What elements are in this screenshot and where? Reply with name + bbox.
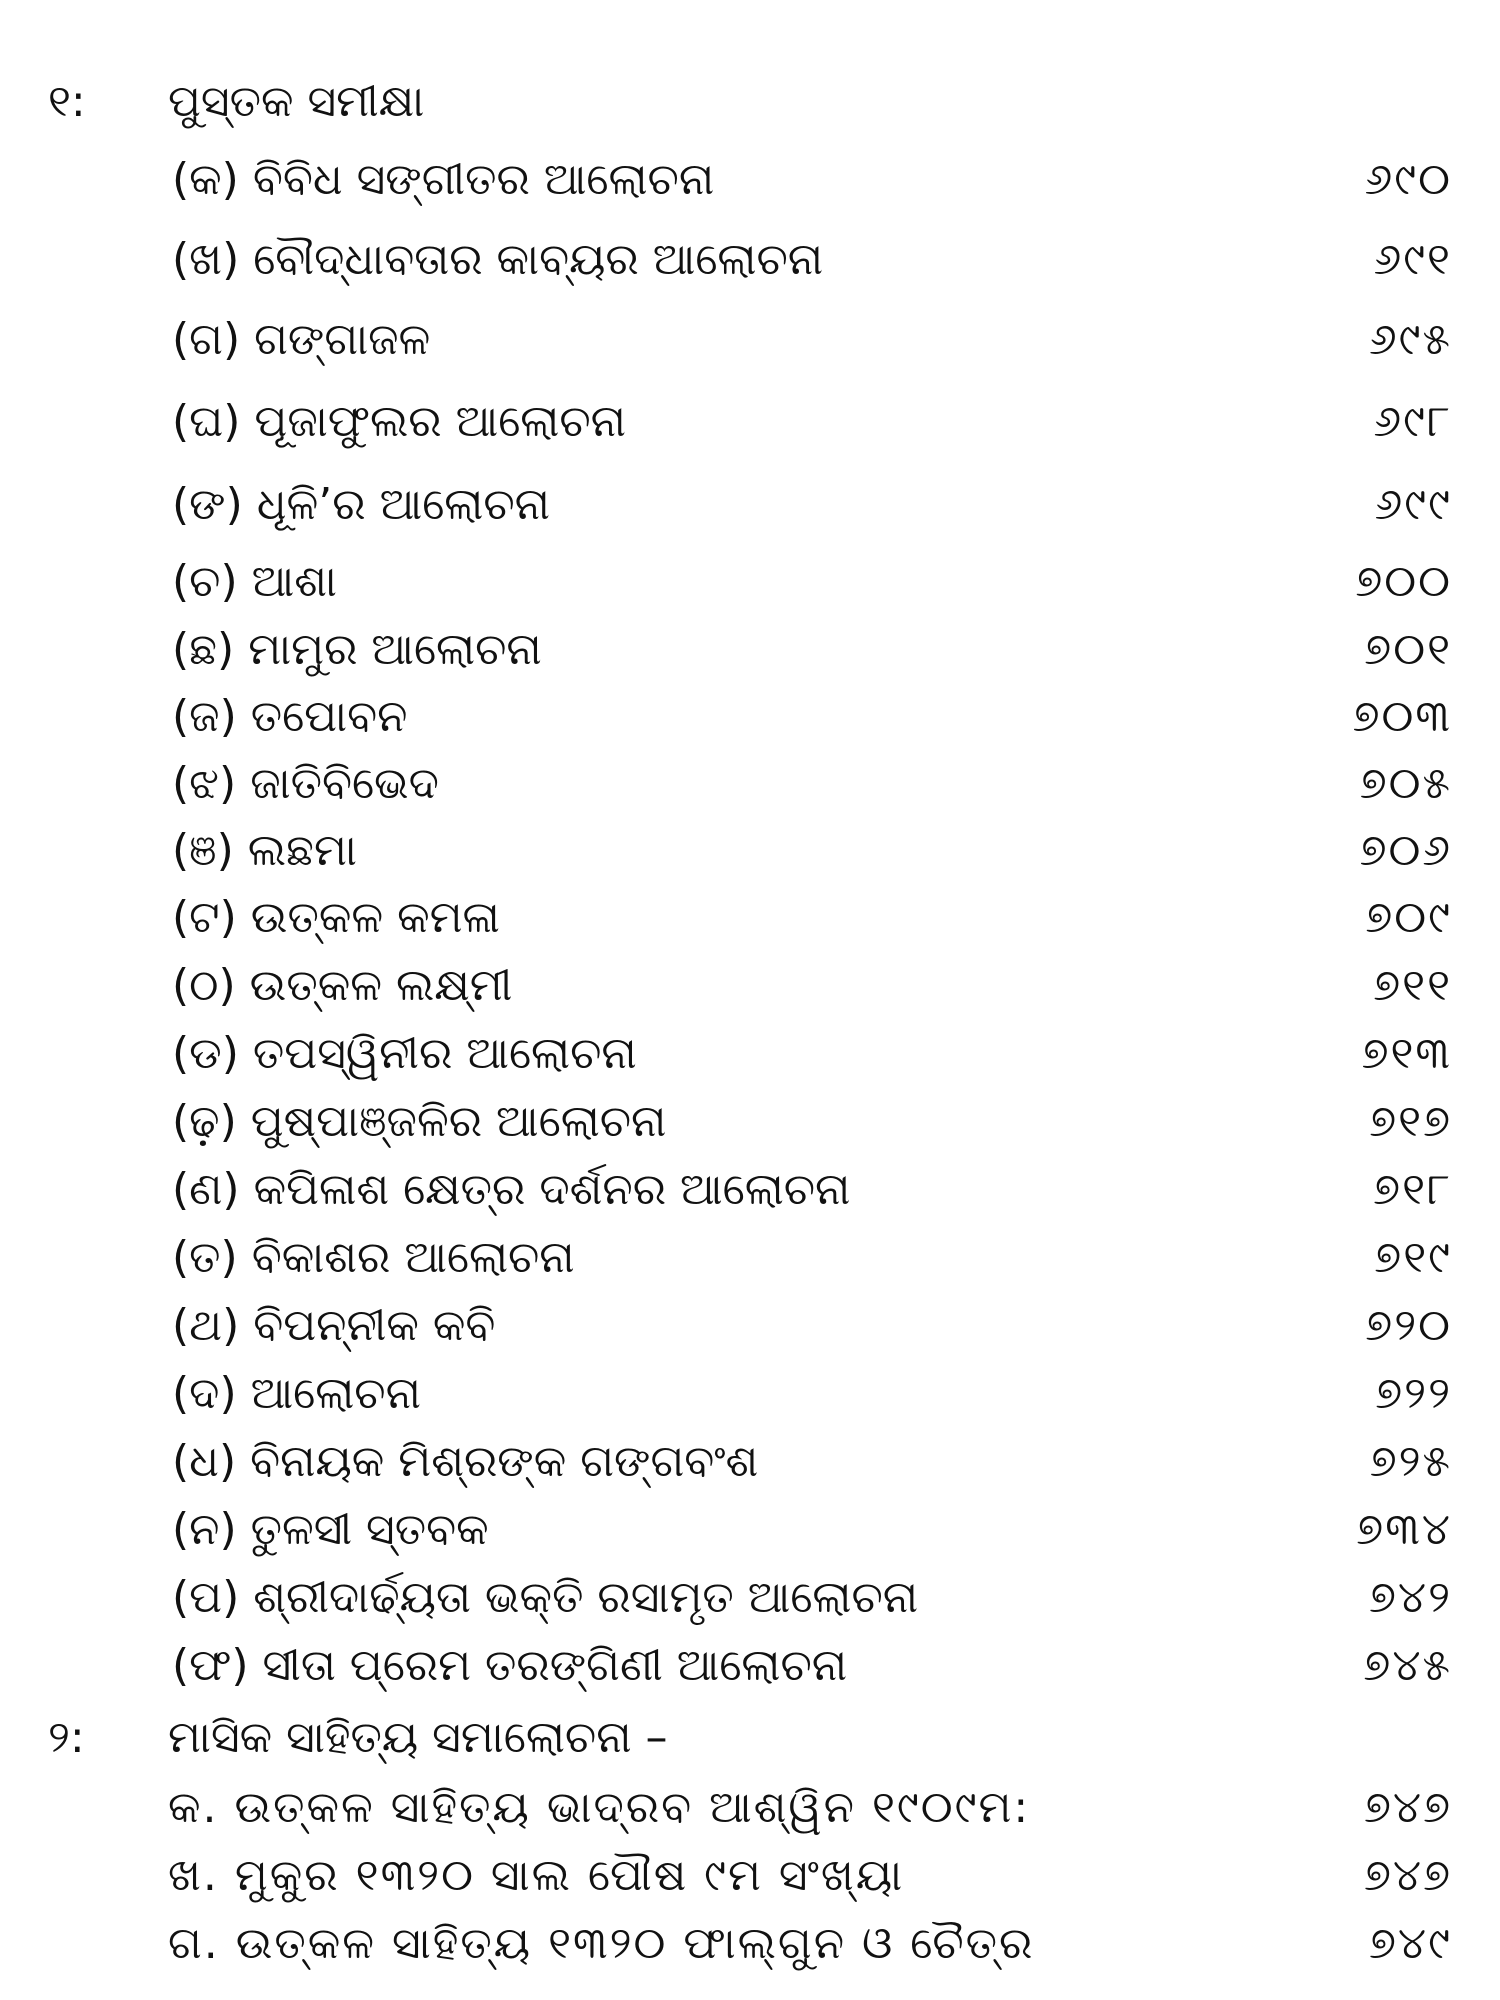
section-number: ୨: [48,1712,85,1763]
entry-title: ଖ. ମୁକୁର ୧୩୨୦ ସାଲ ପୌଷ ୯ମ ସଂଖ୍ୟା [168,1850,905,1901]
toc-entry [0,687,1500,747]
page-number: ୭୦୦ [1355,556,1452,607]
page-number: ୭୨୫ [1369,1436,1452,1487]
entry-title: (ଘ) ପୂଜାଫୁଲର ଆଲୋଚନା [172,396,626,447]
entry-title: (ଝ) ଜାତିବିଭେଦ [172,758,439,809]
entry-title: (ଡ) ତପସ୍ୱିନୀର ଆଲୋଚନା [172,1028,637,1079]
toc-entry [0,1568,1500,1628]
section-title: ପୁସ୍ତକ ସମୀକ୍ଷା [168,76,425,127]
entry-title: (ତ) ବିକାଶର ଆଲୋଚନା [172,1232,575,1283]
toc-entry [0,230,1500,290]
toc-entry [0,392,1500,452]
entry-title: (ପ) ଶ୍ରୀଦାର୍ଢ୍ୟତା ଭକ୍ତି ରସାମୃତ ଆଲୋଚନା [172,1572,919,1623]
entry-title: (ଟ) ଉତ୍କଳ କମଳା [172,892,500,943]
toc-entry [0,1846,1500,1906]
entry-title: (ଥ) ବିପନ୍ନୀକ କବି [172,1300,496,1351]
entry-title: (ଣ) କପିଳାଶ କ୍ଷେତ୍ର ଦର୍ଶନର ଆଲୋଚନା [172,1164,851,1215]
entry-title: (ଖ) ବୌଦ୍ଧାବତାର କାବ୍ୟର ଆଲୋଚନା [172,234,824,285]
toc-entry [0,1228,1500,1288]
toc-entry [0,754,1500,814]
page-number: ୭୧୮ [1373,1164,1452,1215]
toc-entry [0,1092,1500,1152]
entry-title: (ଗ) ଗଙ୍ଗାଜଳ [172,314,431,365]
page-number: ୭୪୭ [1363,1782,1452,1833]
entry-title: କ. ଉତ୍କଳ ସାହିତ୍ୟ ଭାଦ୍ରବ ଆଶ୍ୱିନ ୧୯୦୯ମ: [168,1782,1031,1833]
toc-entry [0,310,1500,370]
page-number: ୬୯୫ [1369,314,1452,365]
entry-title: (ଫ) ସୀତା ପ୍ରେମ ତରଙ୍ଗିଣୀ ଆଲୋଚନା [172,1640,848,1691]
toc-entry [0,1364,1500,1424]
page-number: ୭୧୩ [1361,1028,1452,1079]
entry-title: (ଢ଼) ପୁଷ୍ପାଞ୍ଜଳିର ଆଲୋଚନା [172,1096,667,1147]
page-number: ୬୯୮ [1373,396,1452,447]
entry-title: (କ) ବିବିଧ ସଙ୍ଗୀତର ଆଲୋଚନା [172,154,715,205]
section-number: ୧: [48,76,86,127]
toc-entry [0,1432,1500,1492]
toc-entry [0,1914,1500,1974]
toc-entry [0,150,1500,210]
page-number: ୭୦୬ [1359,825,1452,876]
toc-entry [0,1636,1500,1696]
page-number: ୭୦୯ [1365,892,1452,943]
page-number: ୬୯୯ [1374,479,1452,530]
entry-title: (ଧ) ବିନାୟକ ମିଶ୍ରଙ୍କ ଗଙ୍ଗବଂଶ [172,1436,759,1487]
entry-title: (ଙ) ଧୂଳି’ର ଆଲୋଚନା [172,479,550,530]
page-number: ୭୩୪ [1356,1504,1452,1555]
page-number: ୬୯୧ [1373,234,1452,285]
page-number: ୭୧୭ [1369,1096,1452,1147]
page-number: ୭୧୯ [1374,1232,1452,1283]
entry-title: (ଠ) ଉତ୍କଳ ଲକ୍ଷ୍ମୀ [172,960,513,1011]
toc-entry [0,956,1500,1016]
page-number: ୭୨୨ [1375,1368,1452,1419]
toc-entry [0,1024,1500,1084]
page-number: ୭୪୫ [1363,1640,1452,1691]
toc-entry [0,821,1500,881]
entry-title: (ଜ) ତପୋବନ [172,691,408,742]
page-number: ୭୨୦ [1365,1300,1452,1351]
page-number: ୭୦୩ [1352,691,1452,742]
section-1-heading [0,72,1500,132]
entry-title: (ଚ) ଆଶା [172,556,337,607]
toc-entry [0,475,1500,535]
toc-entry [0,1778,1500,1838]
entry-title: ଗ. ଉତ୍କଳ ସାହିତ୍ୟ ୧୩୨୦ ଫାଲ୍‌ଗୁନ ଓ ଚୈତ୍ର [168,1918,1035,1969]
toc-entry [0,1500,1500,1560]
toc-entry [0,552,1500,612]
page-number: ୭୦୫ [1359,758,1452,809]
page-number: ୭୧୧ [1373,960,1452,1011]
entry-title: (ଦ) ଆଲୋଚନା [172,1368,421,1419]
page-number: ୬୯୦ [1364,154,1452,205]
toc-entry [0,620,1500,680]
entry-title: (ଛ) ମାମୁର ଆଲୋଚନା [172,624,542,675]
entry-title: (ଞ) ଲଛମା [172,825,357,876]
toc-entry [0,1296,1500,1356]
toc-entry [0,1160,1500,1220]
page-number: ୭୪୨ [1368,1572,1452,1623]
section-title: ମାସିକ ସାହିତ୍ୟ ସମାଲୋଚନା – [168,1712,668,1763]
toc-entry [0,888,1500,948]
entry-title: (ନ) ତୁଳସୀ ସ୍ତବକ [172,1504,489,1555]
page-number: ୭୪୭ [1363,1850,1452,1901]
section-2-heading [0,1708,1500,1768]
page-number: ୭୦୧ [1364,624,1452,675]
page-number: ୭୪୯ [1369,1918,1452,1969]
